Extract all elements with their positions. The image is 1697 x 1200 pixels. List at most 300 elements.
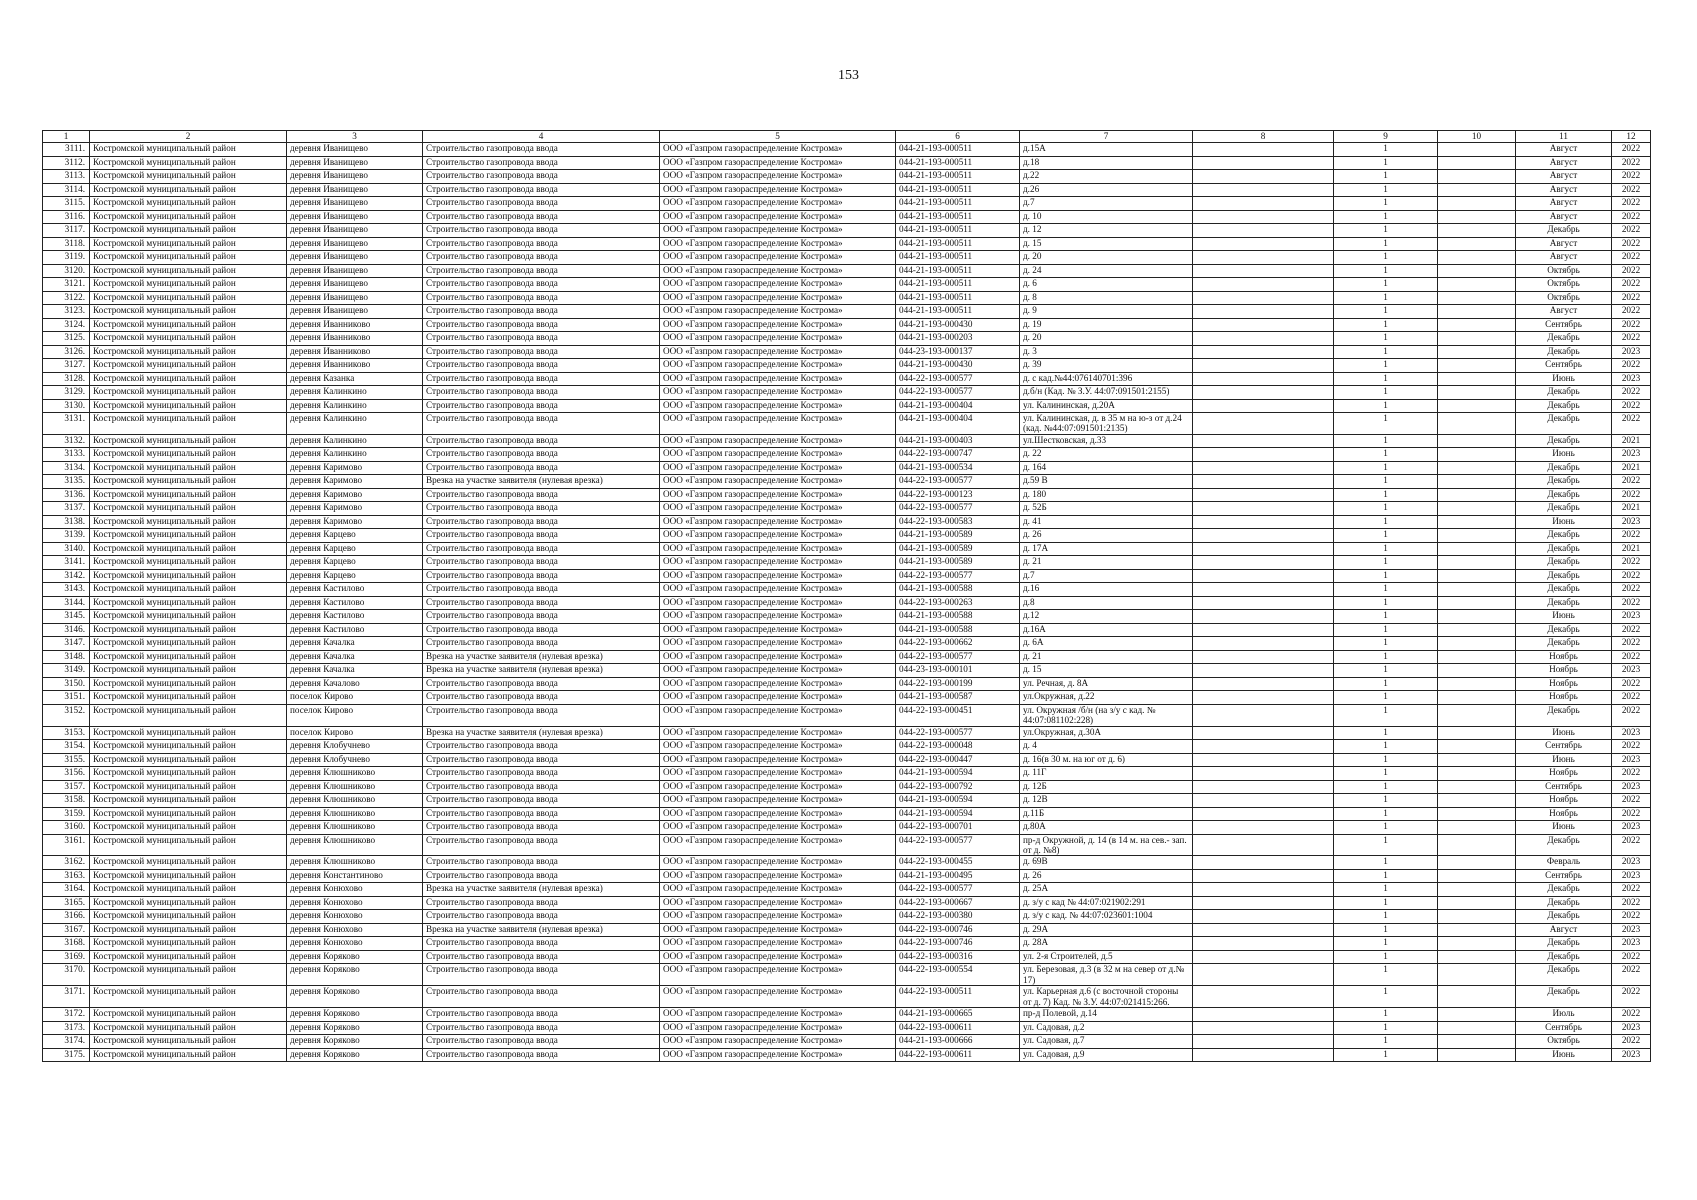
column-10-cell bbox=[1438, 170, 1516, 184]
column-10-cell bbox=[1438, 896, 1516, 910]
locality-cell: деревня Каримово bbox=[287, 475, 423, 489]
quantity-cell: 1 bbox=[1334, 210, 1438, 224]
table-row bbox=[43, 650, 1651, 664]
row-number-cell: 3128. bbox=[43, 372, 90, 386]
table-row bbox=[43, 964, 1651, 986]
column-10-cell bbox=[1438, 664, 1516, 678]
quantity-cell: 1 bbox=[1334, 664, 1438, 678]
address-cell: д.22 bbox=[1020, 170, 1193, 184]
column-10-cell bbox=[1438, 937, 1516, 951]
code-cell: 044-21-193-000594 bbox=[896, 807, 1020, 821]
district-cell: Костромской муниципальный район bbox=[90, 583, 287, 597]
row-number-cell: 3152. bbox=[43, 704, 90, 726]
month-cell: Сентябрь bbox=[1516, 1021, 1612, 1035]
year-cell: 2023 bbox=[1612, 664, 1651, 678]
district-cell: Костромской муниципальный район bbox=[90, 923, 287, 937]
quantity-cell: 1 bbox=[1334, 596, 1438, 610]
year-cell: 2022 bbox=[1612, 950, 1651, 964]
table-row bbox=[43, 399, 1651, 413]
address-cell: д. з/у с кад № 44:07:021902:291 bbox=[1020, 896, 1193, 910]
code-cell: 044-21-193-000534 bbox=[896, 461, 1020, 475]
column-8-cell bbox=[1193, 691, 1334, 705]
district-cell: Костромской муниципальный район bbox=[90, 1035, 287, 1049]
code-cell: 044-21-193-000589 bbox=[896, 556, 1020, 570]
row-number-cell: 3130. bbox=[43, 399, 90, 413]
year-cell: 2022 bbox=[1612, 623, 1651, 637]
column-8-cell bbox=[1193, 224, 1334, 238]
column-8-cell bbox=[1193, 821, 1334, 835]
column-8-cell bbox=[1193, 332, 1334, 346]
column-8-cell bbox=[1193, 637, 1334, 651]
organization-cell: ООО «Газпром газораспределение Кострома» bbox=[660, 488, 896, 502]
year-cell: 2022 bbox=[1612, 143, 1651, 157]
table-row bbox=[43, 869, 1651, 883]
address-cell: ул. Калининская, д.20А bbox=[1020, 399, 1193, 413]
row-number-cell: 3141. bbox=[43, 556, 90, 570]
month-cell: Август bbox=[1516, 251, 1612, 265]
quantity-cell: 1 bbox=[1334, 502, 1438, 516]
work-type-cell: Строительство газопровода ввода bbox=[423, 556, 660, 570]
year-cell: 2021 bbox=[1612, 542, 1651, 556]
code-cell: 044-22-193-000316 bbox=[896, 950, 1020, 964]
row-number-cell: 3149. bbox=[43, 664, 90, 678]
year-cell: 2022 bbox=[1612, 583, 1651, 597]
column-8-cell bbox=[1193, 251, 1334, 265]
column-8-cell bbox=[1193, 677, 1334, 691]
row-number-cell: 3125. bbox=[43, 332, 90, 346]
district-cell: Костромской муниципальный район bbox=[90, 556, 287, 570]
locality-cell: деревня Карцево bbox=[287, 542, 423, 556]
district-cell: Костромской муниципальный район bbox=[90, 726, 287, 740]
month-cell: Ноябрь bbox=[1516, 794, 1612, 808]
column-8-cell bbox=[1193, 359, 1334, 373]
year-cell: 2023 bbox=[1612, 610, 1651, 624]
work-type-cell: Строительство газопровода ввода bbox=[423, 542, 660, 556]
quantity-cell: 1 bbox=[1334, 986, 1438, 1008]
organization-cell: ООО «Газпром газораспределение Кострома» bbox=[660, 856, 896, 870]
month-cell: Ноябрь bbox=[1516, 677, 1612, 691]
address-cell: д. 180 bbox=[1020, 488, 1193, 502]
month-cell: Июнь bbox=[1516, 610, 1612, 624]
month-cell: Октябрь bbox=[1516, 1035, 1612, 1049]
column-8-cell bbox=[1193, 170, 1334, 184]
locality-cell: деревня Клобучнево bbox=[287, 753, 423, 767]
work-type-cell: Строительство газопровода ввода bbox=[423, 305, 660, 319]
code-cell: 044-22-193-000554 bbox=[896, 964, 1020, 986]
month-cell: Декабрь bbox=[1516, 488, 1612, 502]
month-cell: Декабрь bbox=[1516, 910, 1612, 924]
organization-cell: ООО «Газпром газораспределение Кострома» bbox=[660, 767, 896, 781]
table-row bbox=[43, 1021, 1651, 1035]
year-cell: 2021 bbox=[1612, 461, 1651, 475]
locality-cell: деревня Иванищево bbox=[287, 237, 423, 251]
work-type-cell: Строительство газопровода ввода bbox=[423, 753, 660, 767]
row-number-cell: 3114. bbox=[43, 183, 90, 197]
address-cell: д.12 bbox=[1020, 610, 1193, 624]
column-10-cell bbox=[1438, 197, 1516, 211]
column-10-cell bbox=[1438, 583, 1516, 597]
table-row bbox=[43, 753, 1651, 767]
column-10-cell bbox=[1438, 305, 1516, 319]
district-cell: Костромской муниципальный район bbox=[90, 434, 287, 448]
address-cell: д. 4 bbox=[1020, 740, 1193, 754]
work-type-cell: Строительство газопровода ввода bbox=[423, 704, 660, 726]
table-row bbox=[43, 264, 1651, 278]
code-cell: 044-22-193-000455 bbox=[896, 856, 1020, 870]
column-10-cell bbox=[1438, 650, 1516, 664]
column-8-cell bbox=[1193, 834, 1334, 856]
row-number-cell: 3135. bbox=[43, 475, 90, 489]
year-cell: 2022 bbox=[1612, 386, 1651, 400]
work-type-cell: Строительство газопровода ввода bbox=[423, 821, 660, 835]
work-type-cell: Строительство газопровода ввода bbox=[423, 197, 660, 211]
organization-cell: ООО «Газпром газораспределение Кострома» bbox=[660, 664, 896, 678]
quantity-cell: 1 bbox=[1334, 937, 1438, 951]
code-cell: 044-21-193-000588 bbox=[896, 623, 1020, 637]
locality-cell: деревня Конюхово bbox=[287, 883, 423, 897]
column-8-cell bbox=[1193, 210, 1334, 224]
locality-cell: деревня Иванниково bbox=[287, 359, 423, 373]
month-cell: Октябрь bbox=[1516, 291, 1612, 305]
organization-cell: ООО «Газпром газораспределение Кострома» bbox=[660, 691, 896, 705]
organization-cell: ООО «Газпром газораспределение Кострома» bbox=[660, 923, 896, 937]
column-10-cell bbox=[1438, 691, 1516, 705]
locality-cell: деревня Иванищево bbox=[287, 251, 423, 265]
address-cell: д.16 bbox=[1020, 583, 1193, 597]
district-cell: Костромской муниципальный район bbox=[90, 767, 287, 781]
table-row bbox=[43, 986, 1651, 1008]
column-header: 4 bbox=[423, 131, 660, 143]
address-cell: ул.Окружная, д.22 bbox=[1020, 691, 1193, 705]
work-type-cell: Строительство газопровода ввода bbox=[423, 794, 660, 808]
month-cell: Декабрь bbox=[1516, 596, 1612, 610]
column-header: 12 bbox=[1612, 131, 1651, 143]
row-number-cell: 3143. bbox=[43, 583, 90, 597]
locality-cell: деревня Иванниково bbox=[287, 345, 423, 359]
locality-cell: деревня Иванищево bbox=[287, 210, 423, 224]
month-cell: Декабрь bbox=[1516, 883, 1612, 897]
table-row bbox=[43, 794, 1651, 808]
table-row bbox=[43, 461, 1651, 475]
year-cell: 2022 bbox=[1612, 170, 1651, 184]
organization-cell: ООО «Газпром газораспределение Кострома» bbox=[660, 596, 896, 610]
locality-cell: деревня Кастилово bbox=[287, 623, 423, 637]
header-row bbox=[43, 131, 1651, 143]
quantity-cell: 1 bbox=[1334, 834, 1438, 856]
locality-cell: деревня Каримово bbox=[287, 488, 423, 502]
row-number-cell: 3137. bbox=[43, 502, 90, 516]
district-cell: Костромской муниципальный район bbox=[90, 448, 287, 462]
year-cell: 2023 bbox=[1612, 821, 1651, 835]
work-type-cell: Строительство газопровода ввода bbox=[423, 691, 660, 705]
organization-cell: ООО «Газпром газораспределение Кострома» bbox=[660, 869, 896, 883]
quantity-cell: 1 bbox=[1334, 448, 1438, 462]
row-number-cell: 3165. bbox=[43, 896, 90, 910]
organization-cell: ООО «Газпром газораспределение Кострома» bbox=[660, 677, 896, 691]
row-number-cell: 3132. bbox=[43, 434, 90, 448]
column-8-cell bbox=[1193, 197, 1334, 211]
year-cell: 2022 bbox=[1612, 556, 1651, 570]
work-type-cell: Строительство газопровода ввода bbox=[423, 413, 660, 435]
district-cell: Костромской муниципальный район bbox=[90, 937, 287, 951]
work-type-cell: Строительство газопровода ввода bbox=[423, 529, 660, 543]
district-cell: Костромской муниципальный район bbox=[90, 596, 287, 610]
row-number-cell: 3156. bbox=[43, 767, 90, 781]
row-number-cell: 3167. bbox=[43, 923, 90, 937]
address-cell: д.16А bbox=[1020, 623, 1193, 637]
year-cell: 2023 bbox=[1612, 372, 1651, 386]
month-cell: Декабрь bbox=[1516, 542, 1612, 556]
address-cell: д. 26 bbox=[1020, 869, 1193, 883]
table-row bbox=[43, 1035, 1651, 1049]
column-8-cell bbox=[1193, 869, 1334, 883]
quantity-cell: 1 bbox=[1334, 197, 1438, 211]
column-10-cell bbox=[1438, 399, 1516, 413]
organization-cell: ООО «Газпром газораспределение Кострома» bbox=[660, 318, 896, 332]
table-row bbox=[43, 502, 1651, 516]
code-cell: 044-21-193-000587 bbox=[896, 691, 1020, 705]
address-cell: ул. Калининская, д. в 35 м на ю-з от д.24 (кад. №44:07:091501:2135) bbox=[1020, 413, 1193, 435]
locality-cell: деревня Казанка bbox=[287, 372, 423, 386]
organization-cell: ООО «Газпром газораспределение Кострома» bbox=[660, 413, 896, 435]
year-cell: 2023 bbox=[1612, 937, 1651, 951]
district-cell: Костромской муниципальный район bbox=[90, 386, 287, 400]
table-row bbox=[43, 434, 1651, 448]
column-8-cell bbox=[1193, 583, 1334, 597]
code-cell: 044-22-193-000611 bbox=[896, 1021, 1020, 1035]
locality-cell: деревня Конюхово bbox=[287, 896, 423, 910]
table-row bbox=[43, 183, 1651, 197]
column-8-cell bbox=[1193, 569, 1334, 583]
month-cell: Сентябрь bbox=[1516, 780, 1612, 794]
work-type-cell: Строительство газопровода ввода bbox=[423, 569, 660, 583]
organization-cell: ООО «Газпром газораспределение Кострома» bbox=[660, 1008, 896, 1022]
row-number-cell: 3166. bbox=[43, 910, 90, 924]
district-cell: Костромской муниципальный район bbox=[90, 623, 287, 637]
month-cell: Декабрь bbox=[1516, 434, 1612, 448]
district-cell: Костромской муниципальный район bbox=[90, 950, 287, 964]
table-row bbox=[43, 515, 1651, 529]
month-cell: Декабрь bbox=[1516, 937, 1612, 951]
work-type-cell: Строительство газопровода ввода bbox=[423, 156, 660, 170]
table-row bbox=[43, 569, 1651, 583]
work-type-cell: Строительство газопровода ввода bbox=[423, 502, 660, 516]
code-cell: 044-21-193-000511 bbox=[896, 264, 1020, 278]
address-cell: ул.Окружная, д.30А bbox=[1020, 726, 1193, 740]
district-cell: Костромской муниципальный район bbox=[90, 780, 287, 794]
organization-cell: ООО «Газпром газораспределение Кострома» bbox=[660, 542, 896, 556]
district-cell: Костромской муниципальный район bbox=[90, 794, 287, 808]
row-number-cell: 3139. bbox=[43, 529, 90, 543]
address-cell: ул. Березовая, д.3 (в 32 м на север от д.№ 17) bbox=[1020, 964, 1193, 986]
quantity-cell: 1 bbox=[1334, 1021, 1438, 1035]
month-cell: Август bbox=[1516, 156, 1612, 170]
district-cell: Костромской муниципальный район bbox=[90, 610, 287, 624]
locality-cell: деревня Иванниково bbox=[287, 332, 423, 346]
row-number-cell: 3122. bbox=[43, 291, 90, 305]
column-10-cell bbox=[1438, 767, 1516, 781]
row-number-cell: 3133. bbox=[43, 448, 90, 462]
district-cell: Костромской муниципальный район bbox=[90, 197, 287, 211]
column-10-cell bbox=[1438, 502, 1516, 516]
locality-cell: деревня Иванищево bbox=[287, 197, 423, 211]
row-number-cell: 3175. bbox=[43, 1048, 90, 1062]
year-cell: 2022 bbox=[1612, 569, 1651, 583]
organization-cell: ООО «Газпром газораспределение Кострома» bbox=[660, 359, 896, 373]
column-10-cell bbox=[1438, 910, 1516, 924]
row-number-cell: 3142. bbox=[43, 569, 90, 583]
year-cell: 2022 bbox=[1612, 964, 1651, 986]
column-header: 11 bbox=[1516, 131, 1612, 143]
address-cell: д. 39 bbox=[1020, 359, 1193, 373]
table-row bbox=[43, 359, 1651, 373]
row-number-cell: 3159. bbox=[43, 807, 90, 821]
column-10-cell bbox=[1438, 278, 1516, 292]
month-cell: Август bbox=[1516, 170, 1612, 184]
table-row bbox=[43, 210, 1651, 224]
quantity-cell: 1 bbox=[1334, 650, 1438, 664]
column-8-cell bbox=[1193, 461, 1334, 475]
year-cell: 2022 bbox=[1612, 986, 1651, 1008]
month-cell: Декабрь bbox=[1516, 623, 1612, 637]
quantity-cell: 1 bbox=[1334, 740, 1438, 754]
district-cell: Костромской муниципальный район bbox=[90, 664, 287, 678]
address-cell: д. 15 bbox=[1020, 664, 1193, 678]
year-cell: 2022 bbox=[1612, 883, 1651, 897]
organization-cell: ООО «Газпром газораспределение Кострома» bbox=[660, 964, 896, 986]
table-row bbox=[43, 305, 1651, 319]
column-10-cell bbox=[1438, 264, 1516, 278]
table-row bbox=[43, 224, 1651, 238]
locality-cell: деревня Калинкино bbox=[287, 448, 423, 462]
table-row bbox=[43, 834, 1651, 856]
code-cell: 044-22-193-000199 bbox=[896, 677, 1020, 691]
row-number-cell: 3171. bbox=[43, 986, 90, 1008]
column-10-cell bbox=[1438, 704, 1516, 726]
row-number-cell: 3115. bbox=[43, 197, 90, 211]
code-cell: 044-21-193-000511 bbox=[896, 224, 1020, 238]
code-cell: 044-22-193-000380 bbox=[896, 910, 1020, 924]
row-number-cell: 3172. bbox=[43, 1008, 90, 1022]
code-cell: 044-21-193-000495 bbox=[896, 869, 1020, 883]
organization-cell: ООО «Газпром газораспределение Кострома» bbox=[660, 637, 896, 651]
quantity-cell: 1 bbox=[1334, 677, 1438, 691]
year-cell: 2022 bbox=[1612, 291, 1651, 305]
address-cell: ул. Садовая, д.7 bbox=[1020, 1035, 1193, 1049]
locality-cell: деревня Конюхово bbox=[287, 910, 423, 924]
quantity-cell: 1 bbox=[1334, 794, 1438, 808]
table-row bbox=[43, 767, 1651, 781]
district-cell: Костромской муниципальный район bbox=[90, 305, 287, 319]
column-8-cell bbox=[1193, 767, 1334, 781]
locality-cell: деревня Клюшниково bbox=[287, 794, 423, 808]
row-number-cell: 3154. bbox=[43, 740, 90, 754]
table-row bbox=[43, 883, 1651, 897]
quantity-cell: 1 bbox=[1334, 780, 1438, 794]
year-cell: 2023 bbox=[1612, 869, 1651, 883]
column-10-cell bbox=[1438, 834, 1516, 856]
locality-cell: поселок Кирово bbox=[287, 691, 423, 705]
address-cell: д. 25А bbox=[1020, 883, 1193, 897]
year-cell: 2022 bbox=[1612, 197, 1651, 211]
column-10-cell bbox=[1438, 753, 1516, 767]
table-row bbox=[43, 448, 1651, 462]
code-cell: 044-23-193-000101 bbox=[896, 664, 1020, 678]
work-type-cell: Строительство газопровода ввода bbox=[423, 740, 660, 754]
organization-cell: ООО «Газпром газораспределение Кострома» bbox=[660, 475, 896, 489]
organization-cell: ООО «Газпром газораспределение Кострома» bbox=[660, 291, 896, 305]
row-number-cell: 3162. bbox=[43, 856, 90, 870]
row-number-cell: 3127. bbox=[43, 359, 90, 373]
column-8-cell bbox=[1193, 896, 1334, 910]
quantity-cell: 1 bbox=[1334, 950, 1438, 964]
work-type-cell: Строительство газопровода ввода bbox=[423, 488, 660, 502]
column-10-cell bbox=[1438, 413, 1516, 435]
column-8-cell bbox=[1193, 1035, 1334, 1049]
address-cell: д. с кад.№44:076140701:396 bbox=[1020, 372, 1193, 386]
month-cell: Июнь bbox=[1516, 515, 1612, 529]
year-cell: 2022 bbox=[1612, 305, 1651, 319]
code-cell: 044-21-193-000430 bbox=[896, 318, 1020, 332]
address-cell: д. 9 bbox=[1020, 305, 1193, 319]
column-10-cell bbox=[1438, 529, 1516, 543]
year-cell: 2022 bbox=[1612, 359, 1651, 373]
table-row bbox=[43, 596, 1651, 610]
code-cell: 044-23-193-000137 bbox=[896, 345, 1020, 359]
column-8-cell bbox=[1193, 278, 1334, 292]
address-cell: д. 15 bbox=[1020, 237, 1193, 251]
month-cell: Сентябрь bbox=[1516, 359, 1612, 373]
code-cell: 044-22-193-000577 bbox=[896, 569, 1020, 583]
district-cell: Костромской муниципальный район bbox=[90, 183, 287, 197]
month-cell: Декабрь bbox=[1516, 950, 1612, 964]
column-8-cell bbox=[1193, 183, 1334, 197]
table-row bbox=[43, 291, 1651, 305]
district-cell: Костромской муниципальный район bbox=[90, 677, 287, 691]
table-row bbox=[43, 623, 1651, 637]
district-cell: Костромской муниципальный район bbox=[90, 834, 287, 856]
column-10-cell bbox=[1438, 964, 1516, 986]
code-cell: 044-22-193-000701 bbox=[896, 821, 1020, 835]
month-cell: Декабрь bbox=[1516, 964, 1612, 986]
work-type-cell: Врезка на участке заявителя (нулевая врезка) bbox=[423, 475, 660, 489]
year-cell: 2023 bbox=[1612, 856, 1651, 870]
table-row bbox=[43, 413, 1651, 435]
work-type-cell: Строительство газопровода ввода bbox=[423, 237, 660, 251]
column-10-cell bbox=[1438, 237, 1516, 251]
column-10-cell bbox=[1438, 143, 1516, 157]
work-type-cell: Строительство газопровода ввода bbox=[423, 170, 660, 184]
row-number-cell: 3173. bbox=[43, 1021, 90, 1035]
address-cell: д. 21 bbox=[1020, 556, 1193, 570]
organization-cell: ООО «Газпром газораспределение Кострома» bbox=[660, 332, 896, 346]
organization-cell: ООО «Газпром газораспределение Кострома» bbox=[660, 502, 896, 516]
address-cell: ул. Окружная /б/н (на з/у с кад. № 44:07:081102:228) bbox=[1020, 704, 1193, 726]
quantity-cell: 1 bbox=[1334, 332, 1438, 346]
column-10-cell bbox=[1438, 210, 1516, 224]
table-row bbox=[43, 278, 1651, 292]
district-cell: Костромской муниципальный район bbox=[90, 1048, 287, 1062]
code-cell: 044-22-193-000662 bbox=[896, 637, 1020, 651]
column-10-cell bbox=[1438, 556, 1516, 570]
work-type-cell: Строительство газопровода ввода bbox=[423, 596, 660, 610]
year-cell: 2022 bbox=[1612, 896, 1651, 910]
district-cell: Костромской муниципальный район bbox=[90, 278, 287, 292]
organization-cell: ООО «Газпром газораспределение Кострома» bbox=[660, 529, 896, 543]
district-cell: Костромской муниципальный район bbox=[90, 515, 287, 529]
code-cell: 044-21-193-000430 bbox=[896, 359, 1020, 373]
column-10-cell bbox=[1438, 156, 1516, 170]
